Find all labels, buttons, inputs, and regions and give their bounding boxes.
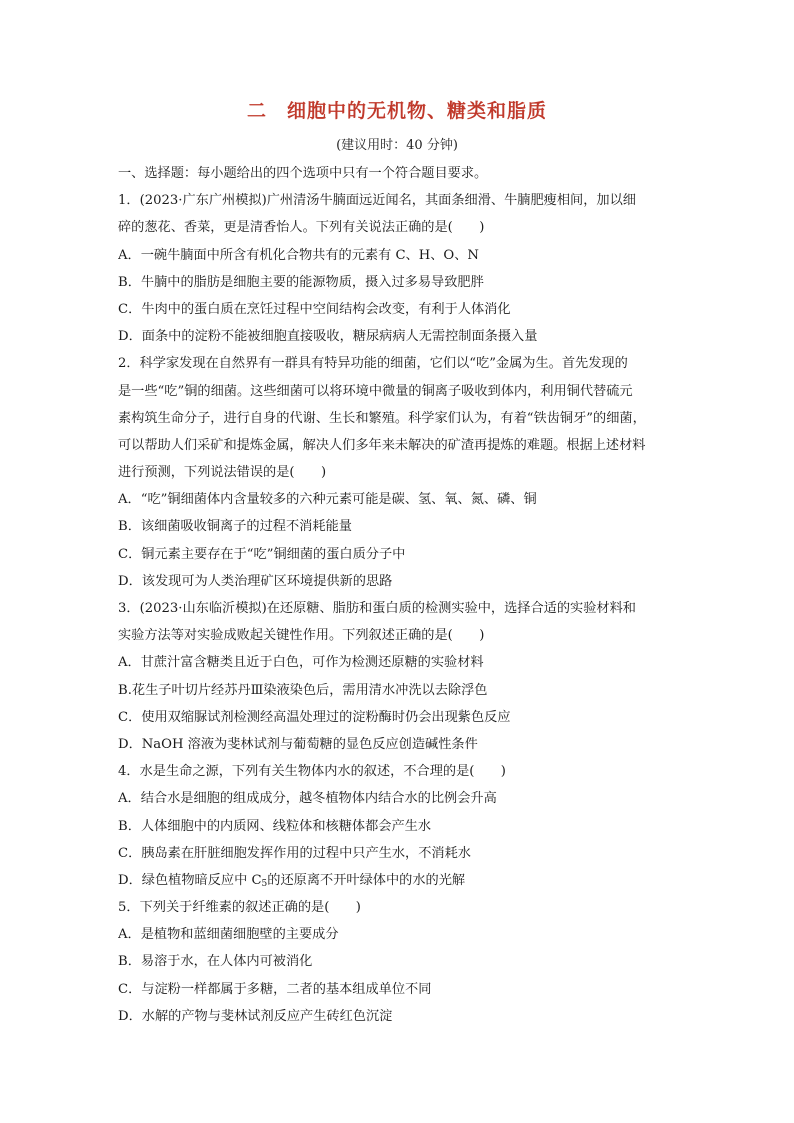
page-title: 二 细胞中的无机物、糖类和脂质: [246, 100, 547, 122]
q5-stem-line-1: 5．下列关于纤维素的叙述正确的是( ): [118, 900, 361, 916]
q5-option-a: A．是植物和蓝细菌细胞壁的主要成分: [118, 927, 339, 943]
q2-stem-line-4: 可以帮助人们采矿和提炼金属，解决人们多年来未解决的矿渣再提炼的难题。根据上述材料: [118, 437, 646, 453]
q3-option-c: C．使用双缩脲试剂检测经高温处理过的淀粉酶时仍会出现紫色反应: [118, 709, 511, 725]
q1-stem-line-2: 碎的葱花、香菜，更是清香怡人。下列有关说法正确的是( ): [118, 220, 485, 236]
suggested-time: (建议用时：40 分钟): [336, 138, 458, 153]
q5-option-b: B．易溶于水，在人体内可被消化: [118, 954, 313, 970]
q1-stem-line-1: 1．(2023·广东广州模拟)广州清汤牛腩面远近闻名，其面条细滑、牛腩肥瘦相间，加以细: [118, 193, 636, 209]
q2-stem-line-2: 是一些“吃”铜的细菌。这些细菌可以将环境中微量的铜离子吸收到体内，利用铜代替硫元: [118, 383, 633, 399]
q2-stem-line-5: 进行预测，下列说法错误的是( ): [118, 465, 327, 481]
q4-option-d-text-post: 的还原离不开叶绿体中的水的光解: [267, 872, 466, 888]
q4-option-d-text-pre: D．绿色植物暗反应中 C: [118, 872, 262, 888]
q2-option-d: D．该发现可为人类治理矿区环境提供新的思路: [118, 573, 393, 589]
section-instruction: 一、选择题：每小题给出的四个选项中只有一个符合题目要求。: [118, 166, 488, 181]
q4-stem-line-1: 4．水是生命之源，下列有关生物体内水的叙述，不合理的是( ): [118, 764, 506, 780]
q4-option-d: [118, 867, 688, 894]
q3-option-a: A．甘蔗汁富含糖类且近于白色，可作为检测还原糖的实验材料: [118, 655, 484, 671]
q3-stem-line-1: 3．(2023·山东临沂模拟)在还原糖、脂肪和蛋白质的检测实验中，选择合适的实验材料和: [118, 601, 636, 616]
q2-option-a: A．“吃”铜细菌体内含量较多的六种元素可能是碳、氢、氧、氮、磷、铜: [118, 492, 537, 508]
q4-option-c: C．胰岛素在肝脏细胞发挥作用的过程中只产生水，不消耗水: [118, 845, 471, 861]
q4-option-a: A．结合水是细胞的组成成分，越冬植物体内结合水的比例会升高: [118, 791, 497, 807]
q5-option-c: C．与淀粉一样都属于多糖，二者的基本组成单位不同: [118, 981, 432, 997]
q1-option-b: B．牛腩中的脂肪是细胞主要的能源物质，摄入过多易导致肥胖: [118, 274, 484, 290]
q2-option-c: C．铜元素主要存在于“吃”铜细菌的蛋白质分子中: [118, 546, 406, 562]
question-body: [118, 160, 688, 1030]
q5-option-d: D．水解的产物与斐林试剂反应产生砖红色沉淀: [118, 1008, 393, 1024]
c5-subscript: 5: [261, 878, 268, 889]
q2-stem-line-3: 素构筑生命分子，进行自身的代谢、生长和繁殖。科学家们认为，有着“铁齿铜牙”的细菌，: [118, 410, 646, 426]
q1-option-a: A．一碗牛腩面中所含有机化合物共有的元素有 C、H、O、N: [118, 247, 479, 263]
q1-option-c: C．牛肉中的蛋白质在烹饪过程中空间结构会改变，有利于人体消化: [118, 301, 511, 317]
q3-stem-line-2: 实验方法等对实验成败起关键性作用。下列叙述正确的是( ): [118, 628, 485, 644]
q3-option-d: D．NaOH 溶液为斐林试剂与葡萄糖的显色反应创造碱性条件: [118, 736, 478, 752]
q4-option-b: B．人体细胞中的内质网、线粒体和核糖体都会产生水: [118, 818, 432, 834]
q2-option-b: B．该细菌吸收铜离子的过程不消耗能量: [118, 519, 352, 535]
q2-stem-line-1: 2．科学家发现在自然界有一群具有特异功能的细菌，它们以“吃”金属为生。首先发现的: [118, 356, 628, 372]
q1-option-d: D．面条中的淀粉不能被细胞直接吸收，糖尿病病人无需控制面条摄入量: [118, 329, 538, 345]
q3-option-b: B.花生子叶切片经苏丹Ⅲ染液染色后，需用清水冲洗以去除浮色: [118, 682, 488, 698]
